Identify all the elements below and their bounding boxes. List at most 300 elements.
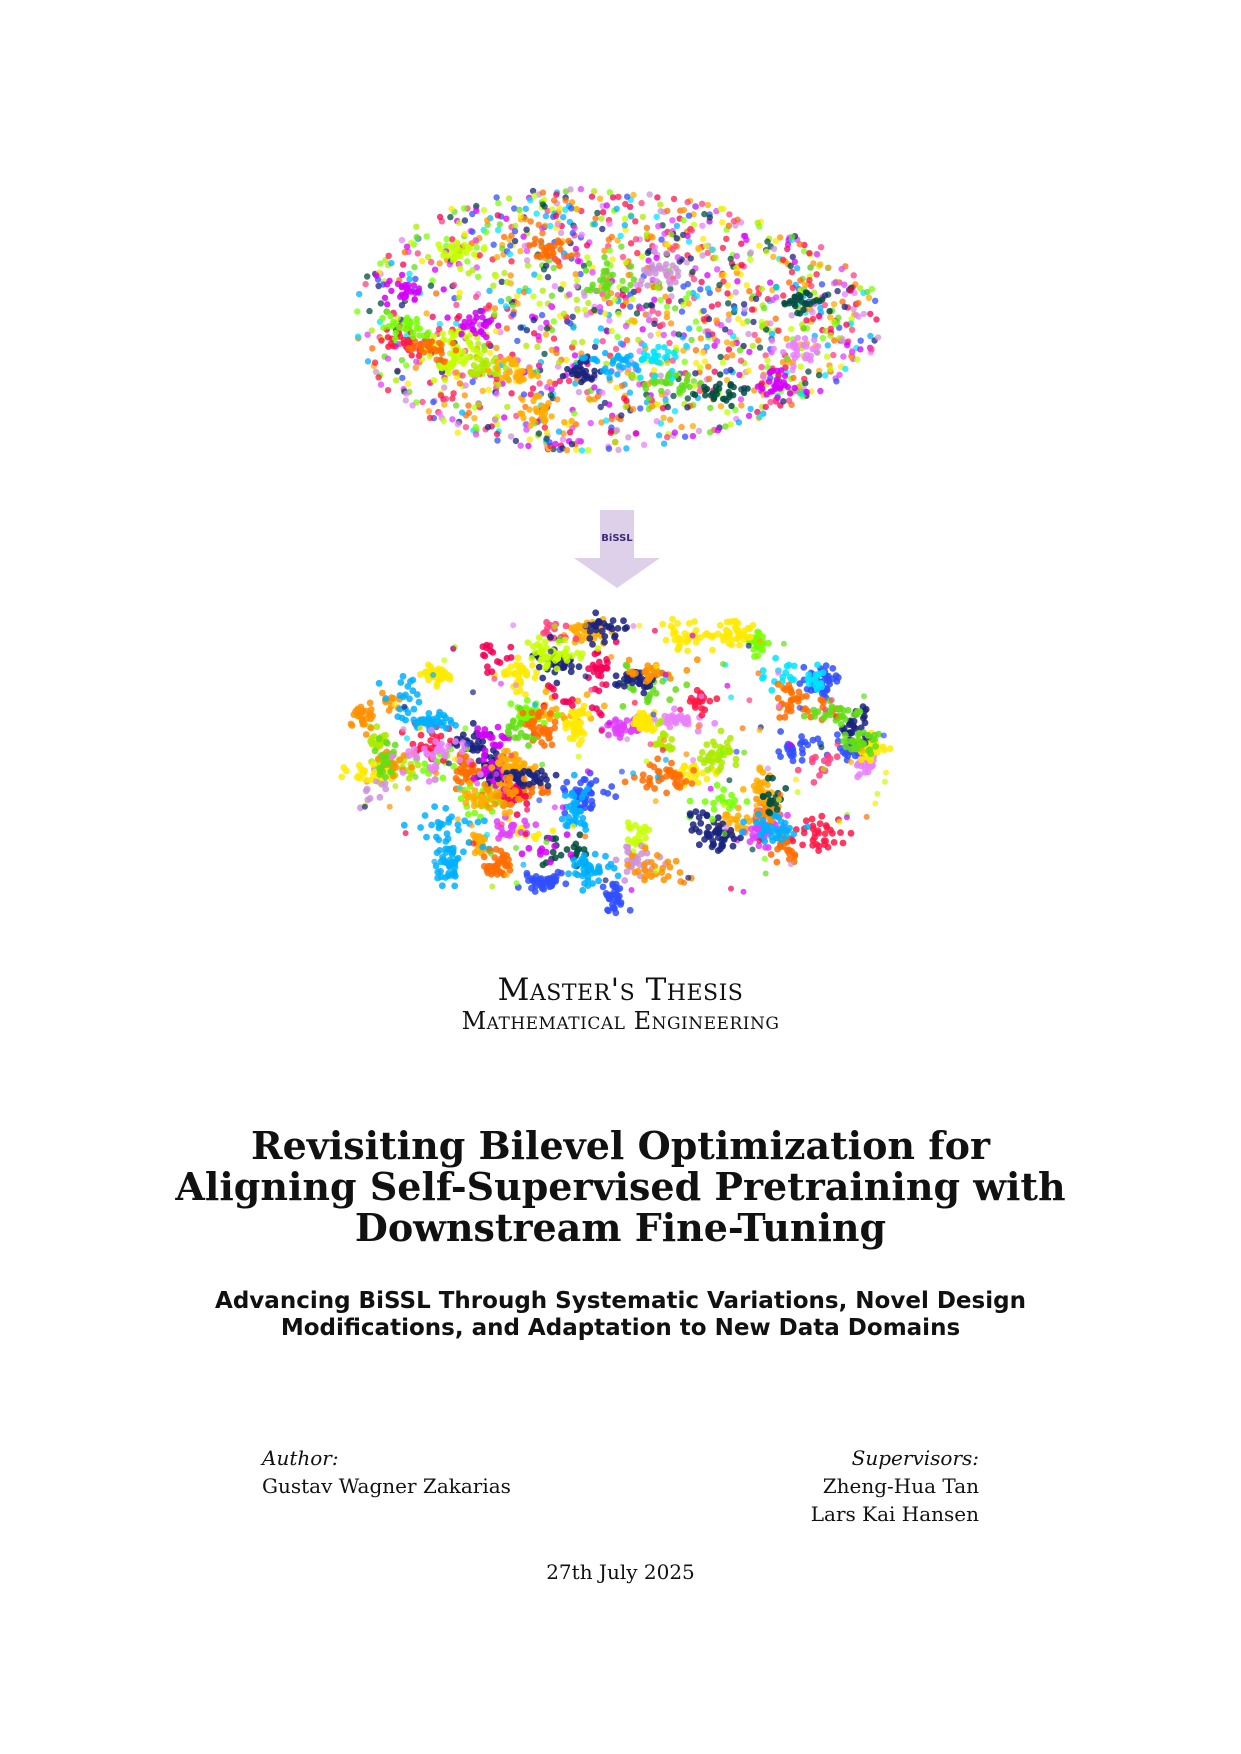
scatter-point bbox=[654, 755, 661, 762]
scatter-point bbox=[364, 786, 371, 793]
scatter-point bbox=[746, 288, 752, 294]
scatter-point bbox=[768, 687, 775, 694]
scatter-point bbox=[447, 214, 453, 220]
scatter-point bbox=[806, 680, 813, 687]
scatter-point bbox=[881, 733, 887, 739]
scatter-point bbox=[453, 253, 459, 259]
scatter-point bbox=[788, 326, 794, 332]
scatter-point bbox=[837, 705, 844, 712]
scatter-point bbox=[720, 750, 726, 756]
scatter-point bbox=[719, 843, 726, 850]
scatter-point bbox=[506, 789, 513, 796]
scatter-point bbox=[780, 349, 786, 355]
scatter-point bbox=[711, 720, 718, 727]
scatter-point bbox=[426, 408, 432, 414]
scatter-point bbox=[513, 845, 519, 851]
scatter-point bbox=[672, 408, 678, 414]
scatter-point bbox=[493, 793, 500, 800]
scatter-point bbox=[537, 780, 544, 787]
scatter-point bbox=[713, 317, 719, 323]
scatter-point bbox=[808, 283, 814, 289]
scatter-point bbox=[647, 191, 653, 197]
scatter-point bbox=[500, 357, 506, 363]
scatter-point bbox=[709, 816, 716, 823]
scatter-point bbox=[606, 446, 612, 452]
scatter-point bbox=[539, 675, 546, 682]
scatter-point bbox=[517, 368, 523, 374]
scatter-point bbox=[867, 757, 874, 764]
scatter-point bbox=[523, 343, 529, 349]
scatter-point bbox=[521, 391, 527, 397]
scatter-point bbox=[825, 678, 832, 685]
scatter-point bbox=[436, 340, 442, 346]
scatter-point bbox=[452, 738, 459, 745]
scatter-point bbox=[823, 662, 830, 669]
scatter-point bbox=[663, 637, 670, 644]
scatter-point bbox=[629, 296, 635, 302]
scatter-point bbox=[609, 234, 615, 240]
scatter-point bbox=[704, 776, 711, 783]
scatter-point bbox=[840, 353, 846, 359]
scatter-point bbox=[738, 262, 744, 268]
scatter-point bbox=[614, 886, 621, 893]
scatter-point bbox=[564, 447, 570, 453]
scatter-point bbox=[411, 706, 418, 713]
scatter-point bbox=[384, 309, 390, 315]
scatter-point bbox=[757, 344, 763, 350]
scatter-point bbox=[470, 841, 476, 847]
scatter-point bbox=[508, 433, 514, 439]
scatter-point bbox=[392, 335, 398, 341]
scatter-point bbox=[692, 826, 699, 833]
scatter-point bbox=[862, 769, 869, 776]
scatter-point bbox=[608, 654, 614, 660]
scatter-point bbox=[550, 686, 557, 693]
scatter-point bbox=[699, 749, 706, 756]
scatter-point bbox=[469, 229, 475, 235]
scatter-point bbox=[481, 246, 487, 252]
scatter-point bbox=[457, 290, 463, 296]
scatter-point bbox=[706, 376, 712, 382]
scatter-point bbox=[541, 351, 547, 357]
scatter-point bbox=[413, 365, 419, 371]
scatter-point bbox=[623, 298, 629, 304]
scatter-point bbox=[633, 236, 639, 242]
scatter-point bbox=[584, 242, 590, 248]
scatter-point bbox=[588, 780, 595, 787]
scatter-point bbox=[753, 296, 759, 302]
scatter-point bbox=[817, 820, 824, 827]
scatter-point bbox=[746, 643, 752, 649]
scatter-point bbox=[453, 247, 459, 253]
scatter-point bbox=[581, 846, 588, 853]
scatter-point bbox=[740, 320, 746, 326]
scatter-point bbox=[661, 332, 667, 338]
scatter-point bbox=[434, 718, 441, 725]
scatter-point bbox=[541, 266, 547, 272]
scatter-point bbox=[715, 301, 721, 307]
scatter-point bbox=[427, 344, 433, 350]
scatter-point bbox=[369, 327, 375, 333]
scatter-point bbox=[442, 805, 449, 812]
scatter-point bbox=[718, 322, 724, 328]
scatter-point bbox=[661, 737, 667, 743]
scatter-point bbox=[683, 295, 689, 301]
scatter-point bbox=[806, 250, 812, 256]
scatter-point bbox=[378, 337, 384, 343]
scatter-point bbox=[798, 363, 804, 369]
scatter-point bbox=[875, 731, 882, 738]
scatter-point bbox=[587, 863, 594, 870]
scatter-point bbox=[566, 291, 572, 297]
scatter-point bbox=[627, 389, 633, 395]
scatter-point bbox=[527, 723, 534, 730]
scatter-point bbox=[630, 192, 636, 198]
scatter-point bbox=[553, 213, 559, 219]
scatter-point bbox=[569, 418, 575, 424]
scatter-point bbox=[672, 429, 678, 435]
scatter-point bbox=[718, 403, 724, 409]
scatter-point bbox=[590, 356, 596, 362]
scatter-point bbox=[707, 429, 713, 435]
scatter-point bbox=[729, 352, 735, 358]
scatter-point bbox=[471, 802, 478, 809]
scatter-point bbox=[482, 747, 489, 754]
scatter-point bbox=[766, 827, 773, 834]
scatter-point bbox=[759, 286, 765, 292]
scatter-point bbox=[663, 757, 669, 763]
scatter-point bbox=[635, 367, 641, 373]
scatter-point bbox=[704, 272, 710, 278]
scatter-point bbox=[573, 246, 579, 252]
scatter-point bbox=[513, 682, 519, 688]
scatter-point bbox=[602, 350, 608, 356]
scatter-point bbox=[818, 683, 825, 690]
scatter-point bbox=[760, 793, 767, 800]
scatter-point bbox=[750, 343, 756, 349]
scatter-point bbox=[794, 265, 800, 271]
scatter-point bbox=[671, 706, 678, 713]
scatter-point bbox=[499, 829, 506, 836]
scatter-point bbox=[675, 254, 681, 260]
scatter-point bbox=[470, 689, 476, 695]
scatter-point bbox=[685, 395, 691, 401]
scatter-point bbox=[624, 862, 631, 869]
scatter-point bbox=[494, 391, 500, 397]
scatter-point bbox=[812, 709, 819, 716]
scatter-point bbox=[440, 418, 446, 424]
scatter-point bbox=[384, 281, 390, 287]
scatter-point bbox=[523, 216, 529, 222]
scatter-point bbox=[726, 311, 732, 317]
scatter-point bbox=[435, 241, 441, 247]
scatter-point bbox=[614, 427, 620, 433]
scatter-point bbox=[705, 202, 711, 208]
scatter-point bbox=[406, 276, 412, 282]
scatter-point bbox=[734, 253, 740, 259]
scatter-point bbox=[788, 861, 794, 867]
scatter-point bbox=[674, 223, 680, 229]
scatter-point bbox=[569, 441, 575, 447]
scatter-point bbox=[399, 375, 405, 381]
scatter-point bbox=[749, 832, 756, 839]
scatter-point bbox=[774, 394, 780, 400]
scatter-point bbox=[791, 663, 798, 670]
scatter-point bbox=[493, 345, 499, 351]
scatter-point bbox=[430, 399, 436, 405]
scatter-point bbox=[495, 382, 501, 388]
scatter-point bbox=[650, 308, 656, 314]
scatter-point bbox=[714, 782, 721, 789]
scatter-point bbox=[688, 255, 694, 261]
scatter-point bbox=[382, 695, 389, 702]
scatter-point bbox=[722, 423, 728, 429]
scatter-point bbox=[834, 741, 840, 747]
scatter-point bbox=[712, 255, 718, 261]
scatter-point bbox=[728, 886, 734, 892]
scatter-point bbox=[546, 439, 552, 445]
scatter-point bbox=[670, 631, 677, 638]
scatter-point bbox=[737, 347, 743, 353]
scatter-point bbox=[434, 683, 441, 690]
scatter-point bbox=[679, 308, 685, 314]
scatter-point bbox=[471, 251, 477, 257]
scatter-point bbox=[607, 247, 613, 253]
scatter-point bbox=[422, 812, 429, 819]
scatter-point bbox=[598, 215, 604, 221]
scatter-point bbox=[600, 209, 606, 215]
scatter-point bbox=[517, 687, 524, 694]
scatter-point bbox=[855, 300, 861, 306]
scatter-point bbox=[538, 657, 545, 664]
scatter-point bbox=[721, 802, 727, 808]
scatter-point bbox=[539, 312, 545, 318]
scatter-point bbox=[562, 792, 569, 799]
scatter-point bbox=[818, 744, 824, 750]
scatter-point bbox=[647, 270, 653, 276]
scatter-point bbox=[537, 848, 544, 855]
scatter-point bbox=[601, 268, 607, 274]
scatter-point bbox=[402, 249, 408, 255]
scatter-point bbox=[479, 314, 485, 320]
scatter-point bbox=[778, 836, 785, 843]
scatter-point bbox=[736, 642, 743, 649]
scatter-point bbox=[548, 303, 554, 309]
scatter-point bbox=[775, 328, 781, 334]
scatter-point bbox=[385, 355, 391, 361]
scatter-point bbox=[759, 322, 765, 328]
scatter-point bbox=[400, 673, 407, 680]
scatter-point bbox=[368, 725, 375, 732]
scatter-point bbox=[604, 790, 611, 797]
scatter-point bbox=[587, 287, 593, 293]
scatter-point bbox=[660, 415, 666, 421]
scatter-point bbox=[649, 378, 655, 384]
scatter-point bbox=[565, 870, 572, 877]
scatter-point bbox=[541, 415, 547, 421]
scatter-point bbox=[780, 292, 786, 298]
scatter-point bbox=[736, 419, 742, 425]
scatter-point bbox=[389, 753, 396, 760]
scatter-point bbox=[837, 829, 844, 836]
scatter-point bbox=[554, 711, 561, 718]
scatter-point bbox=[713, 384, 719, 390]
scatter-point bbox=[723, 236, 729, 242]
scatter-point bbox=[383, 753, 390, 760]
scatter-point bbox=[655, 353, 661, 359]
scatter-point bbox=[575, 438, 581, 444]
scatter-point bbox=[671, 637, 678, 644]
scatter-point bbox=[637, 720, 644, 727]
scatter-point bbox=[456, 358, 462, 364]
scatter-point bbox=[715, 769, 721, 775]
scatter-point bbox=[654, 214, 660, 220]
scatter-point bbox=[651, 321, 657, 327]
scatter-point bbox=[628, 263, 634, 269]
scatter-point bbox=[726, 211, 732, 217]
scatter-point bbox=[715, 814, 722, 821]
scatter-point bbox=[508, 753, 514, 759]
scatter-point bbox=[707, 405, 713, 411]
scatter-point bbox=[588, 687, 594, 693]
scatter-point bbox=[483, 229, 489, 235]
scatter-point bbox=[715, 427, 721, 433]
scatter-point bbox=[523, 822, 530, 829]
scatter-point bbox=[600, 338, 606, 344]
scatter-point bbox=[627, 907, 634, 914]
scatter-point bbox=[585, 300, 591, 306]
scatter-point bbox=[711, 742, 718, 749]
scatter-point bbox=[799, 842, 806, 849]
scatter-point bbox=[809, 759, 816, 766]
scatter-point bbox=[705, 332, 711, 338]
scatter-point bbox=[591, 188, 597, 194]
scatter-point bbox=[718, 728, 725, 735]
scatter-point bbox=[394, 713, 401, 720]
scatter-point bbox=[803, 817, 810, 824]
scatter-point bbox=[664, 273, 670, 279]
scatter-point bbox=[403, 390, 409, 396]
scatter-point bbox=[603, 877, 609, 883]
scatter-point bbox=[586, 260, 592, 266]
scatter-point bbox=[444, 236, 450, 242]
scatter-point bbox=[519, 376, 525, 382]
scatter-point bbox=[726, 389, 732, 395]
scatter-point bbox=[816, 372, 822, 378]
scatter-point bbox=[417, 824, 424, 831]
scatter-point bbox=[664, 208, 670, 214]
scatter-point bbox=[711, 396, 717, 402]
scatter-point bbox=[463, 424, 469, 430]
scatter-point bbox=[703, 812, 710, 819]
scatter-point bbox=[409, 402, 415, 408]
scatter-point bbox=[747, 406, 753, 412]
scatter-point bbox=[746, 413, 752, 419]
scatter-point bbox=[508, 390, 514, 396]
scatter-point bbox=[583, 673, 589, 679]
scatter-point bbox=[604, 284, 610, 290]
scatter-point bbox=[685, 875, 691, 881]
scatter-point bbox=[671, 350, 677, 356]
scatter-point bbox=[451, 282, 457, 288]
scatter-point bbox=[825, 844, 832, 851]
scatter-point bbox=[811, 337, 817, 343]
scatter-point bbox=[723, 368, 729, 374]
scatter-point bbox=[777, 682, 783, 688]
scatter-point bbox=[536, 393, 542, 399]
scatter-point bbox=[623, 445, 629, 451]
scatter-point bbox=[696, 428, 702, 434]
scatter-point bbox=[763, 404, 769, 410]
scatter-point bbox=[503, 374, 509, 380]
scatter-point bbox=[681, 880, 687, 886]
scatter-point bbox=[874, 791, 880, 797]
scatter-point bbox=[553, 350, 559, 356]
scatter-point bbox=[833, 378, 839, 384]
scatter-point bbox=[630, 770, 636, 776]
scatter-point bbox=[764, 391, 770, 397]
scatter-point bbox=[573, 447, 579, 453]
scatter-point bbox=[593, 338, 599, 344]
scatter-point bbox=[641, 861, 648, 868]
scatter-point bbox=[740, 725, 746, 731]
scatter-point bbox=[755, 811, 762, 818]
scatter-point bbox=[668, 231, 674, 237]
scatter-point bbox=[692, 702, 699, 709]
scatter-point bbox=[663, 773, 670, 780]
scatter-point bbox=[527, 436, 533, 442]
scatter-point bbox=[386, 253, 392, 259]
scatter-point bbox=[508, 700, 515, 707]
scatter-point bbox=[415, 250, 421, 256]
scatter-point bbox=[749, 306, 755, 312]
scatter-point bbox=[758, 364, 764, 370]
scatter-point bbox=[874, 749, 881, 756]
scatter-point bbox=[397, 294, 403, 300]
scatter-point bbox=[813, 271, 819, 277]
scatter-point bbox=[602, 310, 608, 316]
scatter-point bbox=[414, 320, 420, 326]
scatter-point bbox=[682, 359, 688, 365]
scatter-point bbox=[641, 442, 647, 448]
scatter-point bbox=[457, 785, 463, 791]
scatter-point bbox=[574, 277, 580, 283]
scatter-point bbox=[523, 800, 530, 807]
scatter-point bbox=[558, 230, 564, 236]
scatter-point bbox=[636, 681, 643, 688]
scatter-point bbox=[643, 678, 650, 685]
scatter-point bbox=[832, 321, 838, 327]
scatter-point bbox=[544, 325, 550, 331]
supervisor-name: Zheng-Hua Tan bbox=[822, 1474, 979, 1498]
scatter-point bbox=[551, 843, 558, 850]
scatter-point bbox=[690, 433, 696, 439]
scatter-point bbox=[817, 261, 823, 267]
scatter-point bbox=[794, 352, 800, 358]
scatter-point bbox=[569, 702, 576, 709]
scatter-point bbox=[739, 829, 746, 836]
scatter-point bbox=[659, 322, 665, 328]
scatter-point bbox=[854, 773, 861, 780]
scatter-point bbox=[539, 762, 545, 768]
scatter-point bbox=[506, 195, 512, 201]
scatter-point bbox=[579, 232, 585, 238]
scatter-point bbox=[814, 662, 821, 669]
scatter-point bbox=[494, 254, 500, 260]
scatter-point bbox=[649, 356, 655, 362]
scatter-point bbox=[658, 718, 665, 725]
scatter-point bbox=[556, 359, 562, 365]
